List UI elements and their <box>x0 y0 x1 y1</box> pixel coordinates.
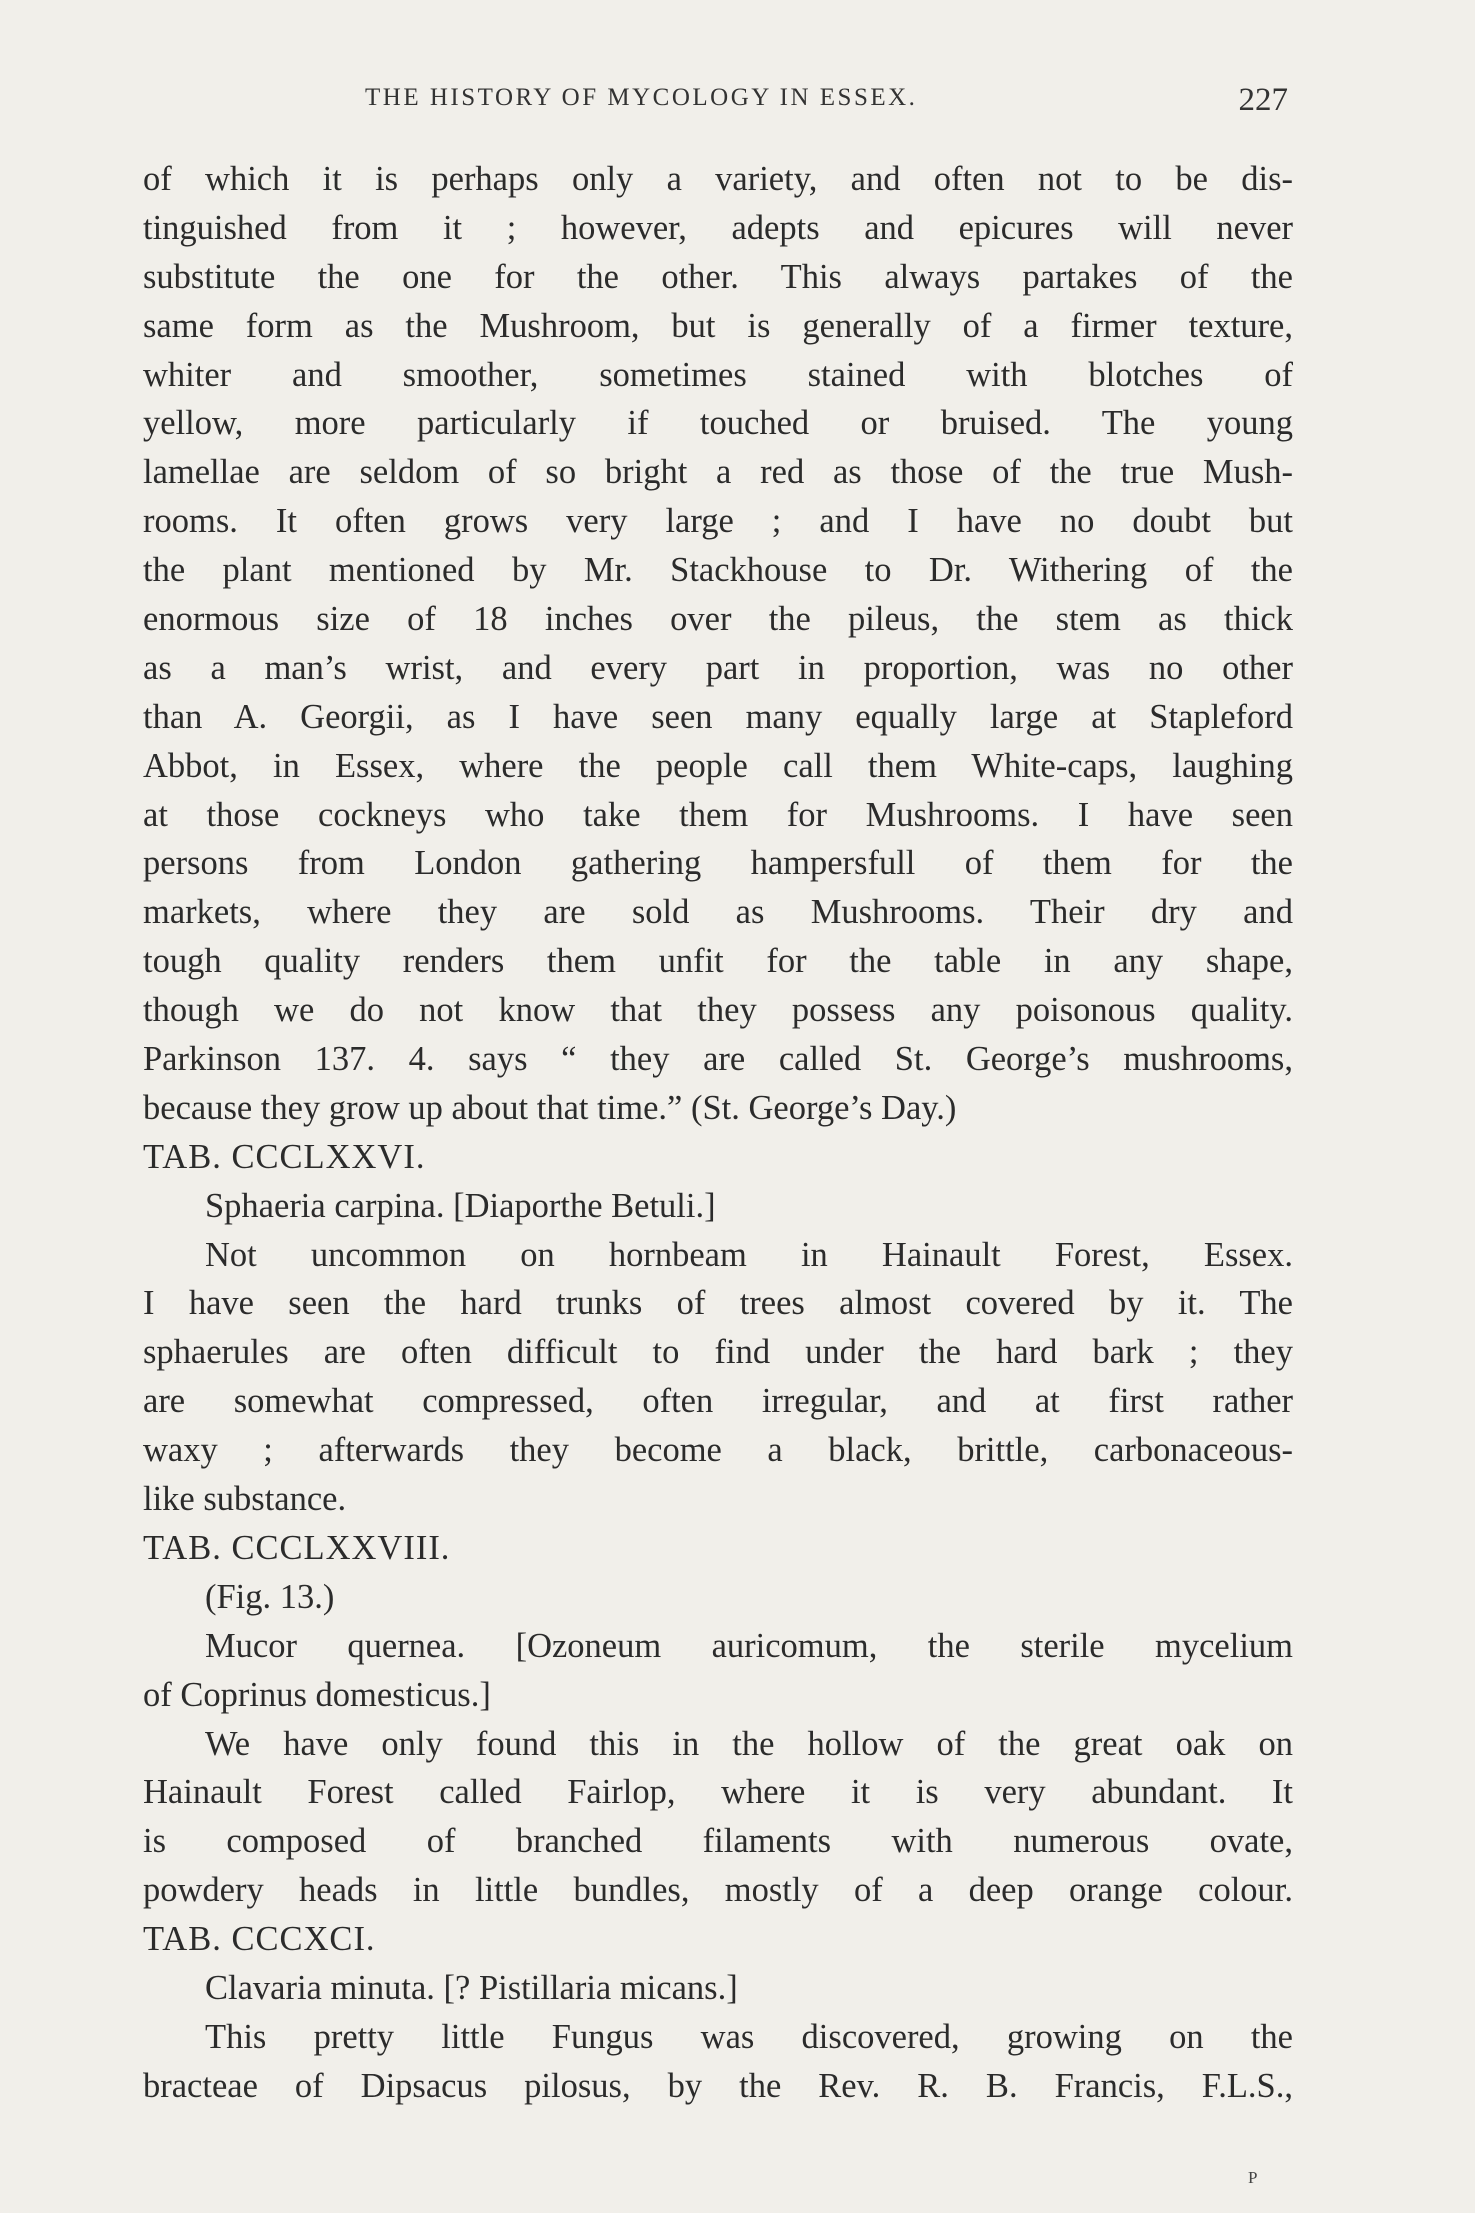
text-line: substitute the one for the other. This always partakes of the <box>143 257 1293 296</box>
plate-heading: TAB. CCCLXXVIII. <box>143 1528 451 1567</box>
text-line: yellow, more particularly if touched or bruised. The young <box>143 404 1293 443</box>
plate-heading: TAB. CCCLXXVI. <box>143 1137 426 1176</box>
species-heading: Mucor quernea. [Ozoneum auricomum, the sterile mycelium <box>205 1626 1293 1665</box>
text-line: Abbot, in Essex, where the people call them White-caps, laughing <box>143 746 1293 785</box>
running-head <box>140 84 1300 124</box>
running-title: THE HISTORY OF MYCOLOGY IN ESSEX. <box>365 84 918 111</box>
text-line: whiter and smoother, sometimes stained with blotches of <box>143 355 1293 394</box>
body-text <box>143 155 1293 2111</box>
text-line: We have only found this in the hollow of the great oak on <box>205 1724 1293 1763</box>
text-line: rooms. It often grows very large ; and I have no doubt but <box>143 502 1293 541</box>
text-line: powdery heads in little bundles, mostly of a deep orange colour. <box>143 1871 1293 1910</box>
text-line: Parkinson 137. 4. says “ they are called St. George’s mushrooms, <box>143 1040 1293 1079</box>
text-line: of which it is perhaps only a variety, and often not to be dis- <box>143 160 1293 198</box>
text-line: as a man’s wrist, and every part in proportion, was no other <box>143 648 1293 687</box>
text-line: the plant mentioned by Mr. Stackhouse to Dr. Withering of the <box>143 551 1293 590</box>
text-line: waxy ; afterwards they become a black, brittle, carbonaceous- <box>143 1431 1293 1470</box>
species-heading: Sphaeria carpina. [Diaporthe Betuli.] <box>205 1186 716 1225</box>
text-line: tinguished from it ; however, adepts and epicures will never <box>143 208 1293 247</box>
text-line: Hainault Forest called Fairlop, where it is very abundant. It <box>143 1773 1293 1812</box>
text-line: sphaerules are often difficult to find under the hard bark ; they <box>143 1333 1293 1372</box>
signature-mark: P <box>1248 2168 1259 2187</box>
text-line: is composed of branched filaments with numerous ovate, <box>143 1822 1293 1861</box>
text-line: same form as the Mushroom, but is generally of a firmer texture, <box>143 306 1293 345</box>
text-line: like substance. <box>143 1480 347 1519</box>
page-number: 227 <box>1238 82 1288 118</box>
text-line: at those cockneys who take them for Mushrooms. I have seen <box>143 795 1293 834</box>
text-line: markets, where they are sold as Mushrooms. Their dry and <box>143 893 1293 932</box>
species-heading: Clavaria minuta. [? Pistillaria micans.] <box>205 1968 738 2007</box>
text-line: bracteae of Dipsacus pilosus, by the Rev. R. B. Francis, F.L.S., <box>143 2066 1293 2105</box>
text-line: Not uncommon on hornbeam in Hainault Forest, Essex. <box>205 1235 1293 1274</box>
text-line: because they grow up about that time.” (St. George’s Day.) <box>143 1088 957 1127</box>
text-line: are somewhat compressed, often irregular, and at first rather <box>143 1382 1293 1421</box>
text-line: of Coprinus domesticus.] <box>143 1675 491 1714</box>
text-line: I have seen the hard trunks of trees almost covered by it. The <box>143 1284 1293 1323</box>
text-line: enormous size of 18 inches over the pileus, the stem as thick <box>143 600 1293 639</box>
text-line: lamellae are seldom of so bright a red as those of the true Mush- <box>143 453 1293 492</box>
text-line: persons from London gathering hampersfull of them for the <box>143 844 1293 883</box>
plate-heading: TAB. CCCXCI. <box>143 1920 376 1959</box>
text-line: though we do not know that they possess any poisonous quality. <box>143 991 1293 1030</box>
text-line: than A. Georgii, as I have seen many equally large at Stapleford <box>143 697 1293 736</box>
figure-reference: (Fig. 13.) <box>205 1577 335 1616</box>
text-line: tough quality renders them unfit for the table in any shape, <box>143 942 1293 981</box>
text-line: This pretty little Fungus was discovered, growing on the <box>205 2017 1293 2056</box>
